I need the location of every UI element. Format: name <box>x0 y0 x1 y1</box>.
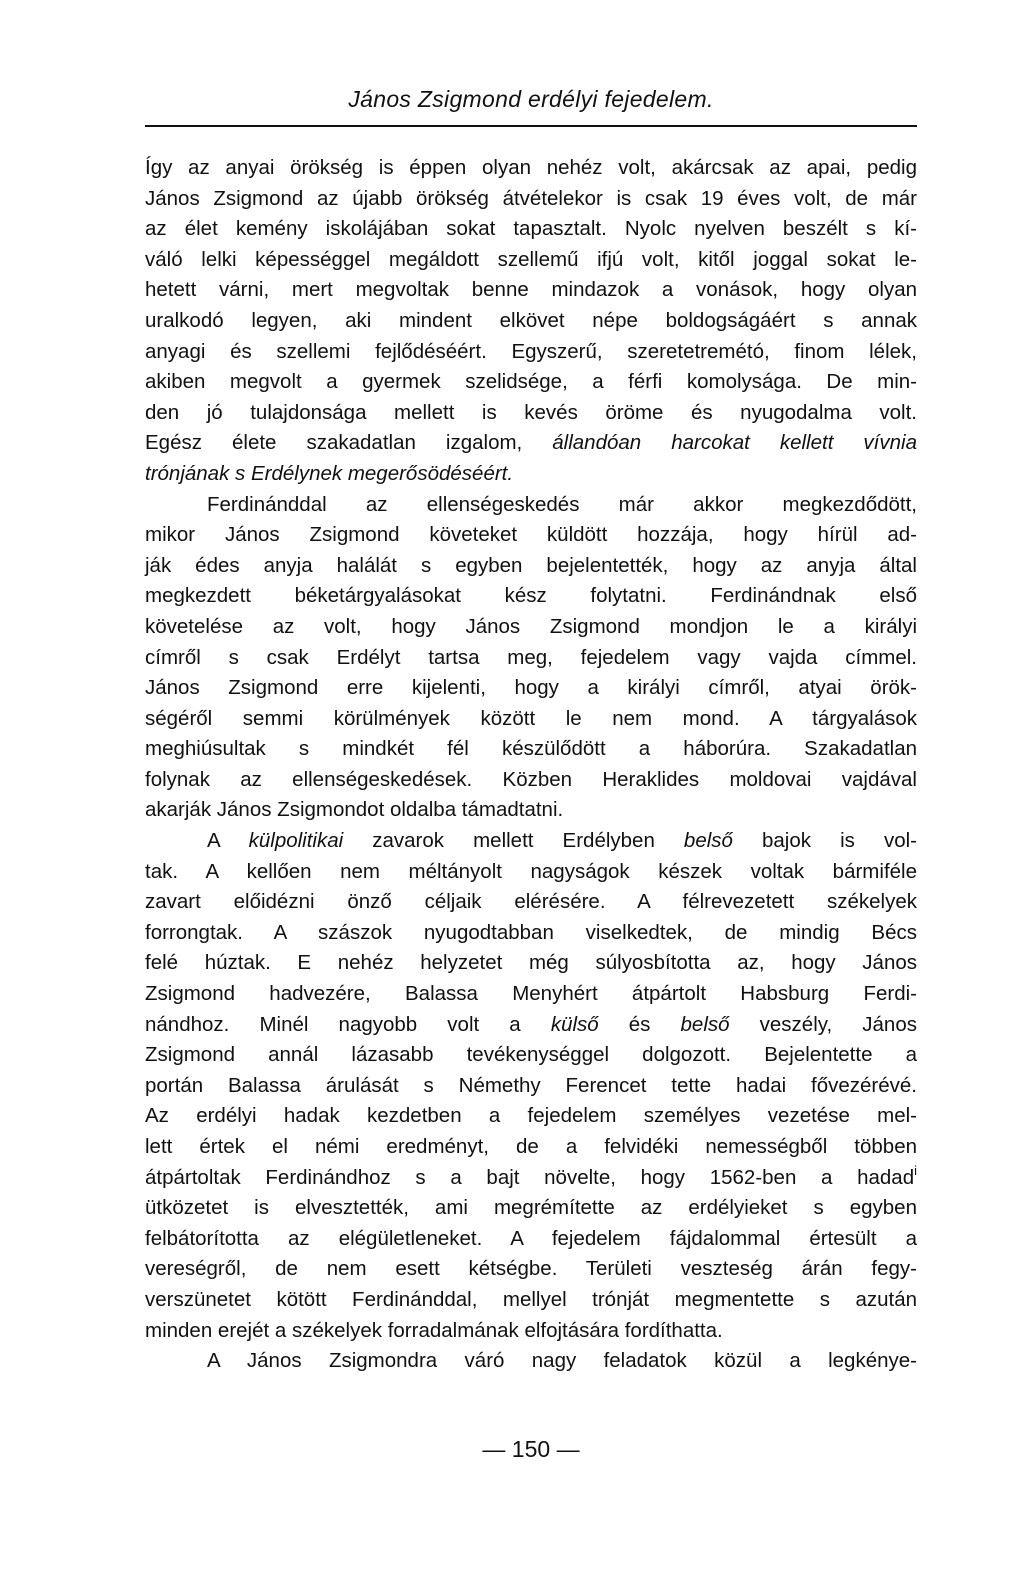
text-line <box>145 1101 917 1132</box>
running-header: János Zsigmond erdélyi fejedelem. <box>348 86 714 112</box>
line-text: tak. A kellően nem méltányolt nagyságok készek voltak bármiféle <box>145 859 917 883</box>
text-line <box>145 857 917 888</box>
text-line <box>145 184 917 215</box>
line-text: zavarok mellett Erdélyben <box>343 829 684 853</box>
text-line <box>145 490 917 521</box>
header-rule <box>145 125 917 127</box>
text-line <box>145 275 917 306</box>
text-line <box>145 826 917 857</box>
line-text: címről s csak Erdélyt tartsa meg, fejedelem vagy vajda címmel. <box>145 645 917 669</box>
line-text: János Zsigmond az újabb örökség átvételekor is csak 19 éves volt, de már <box>145 186 917 210</box>
text-line <box>145 887 917 918</box>
line-text: váló lelki képességgel megáldott szellemű ifjú volt, kitől joggal sokat le- <box>145 247 917 271</box>
text-line <box>145 398 917 429</box>
line-text: verszünetet kötött Ferdinánddal, mellyel trónját megmentette s azután <box>145 1287 917 1311</box>
line-text: akiben megvolt a gyermek szelidsége, a férfi komolysága. De min- <box>145 370 917 394</box>
line-text: ségéről semmi körülmények között le nem mond. A tárgyalások <box>145 706 917 730</box>
text-line <box>145 948 917 979</box>
text-line <box>145 245 917 276</box>
text-line <box>145 643 917 674</box>
line-text: vereségről, de nem esett kétségbe. Területi veszteség árán fegy- <box>145 1257 917 1281</box>
line-text: den jó tulajdonsága mellett is kevés öröme és nyugodalma volt. <box>145 400 917 424</box>
text-line <box>145 1346 917 1377</box>
text-line <box>145 795 917 826</box>
line-text: és <box>598 1012 681 1036</box>
line-text: Zsigmond annál lázasabb tevékenységgel dolgozott. Bejelentette a <box>145 1043 917 1067</box>
line-text: folynak az ellenségeskedések. Közben Heraklides moldovai vajdával <box>145 767 917 791</box>
line-text: uralkodó legyen, aki mindent elkövet népe boldogságáért s annak <box>145 308 917 332</box>
italic-text: állandóan harcokat kellett vívnia <box>552 431 917 455</box>
text-line <box>145 214 917 245</box>
line-text: megkezdett béketárgyalásokat kész folytatni. Ferdinándnak első <box>145 584 917 608</box>
text-line <box>145 1224 917 1255</box>
text-line <box>145 612 917 643</box>
line-text: meghiúsultak s mindkét fél készülődött a háborúra. Szakadatlan <box>145 737 917 761</box>
text-line <box>145 337 917 368</box>
italic-text: külpolitikai <box>248 829 344 853</box>
line-text: átpártoltak Ferdinándhoz s a bajt növelte, hogy 1562-ben a hadad <box>145 1165 915 1189</box>
italic-text: külső <box>550 1012 599 1036</box>
line-text: követelése az volt, hogy János Zsigmond mondjon le a királyi <box>145 614 917 638</box>
text-line <box>145 1316 917 1347</box>
text-line <box>145 1010 917 1041</box>
text-line <box>145 1193 917 1224</box>
line-text: portán Balassa árulását s Némethy Ferencet tette hadai fővezérévé. <box>145 1073 917 1097</box>
page-number: — 150 — <box>482 1436 580 1462</box>
text-line <box>145 1163 917 1194</box>
line-text: felé húztak. E nehéz helyzetet még súlyosbította az, hogy János <box>145 951 917 975</box>
line-text: A <box>207 829 249 853</box>
line-text: Ferdinánddal az ellenségeskedés már akkor megkezdődött, <box>207 492 917 516</box>
italic-text: belső <box>683 829 733 853</box>
text-line <box>145 581 917 612</box>
text-line <box>145 704 917 735</box>
line-text: mikor János Zsigmond követeket küldött hozzája, hogy hírül ad- <box>145 523 917 547</box>
text-line <box>145 979 917 1010</box>
text-line <box>145 459 917 490</box>
line-text: bajok is vol- <box>732 829 917 853</box>
text-line <box>145 1071 917 1102</box>
text-line <box>145 153 917 184</box>
text-line <box>145 520 917 551</box>
text-line <box>145 918 917 949</box>
line-text: Így az anyai örökség is éppen olyan nehéz volt, akárcsak az apai, pedig <box>145 156 917 179</box>
text-line <box>145 734 917 765</box>
text-line <box>145 1285 917 1316</box>
text-line <box>145 1132 917 1163</box>
superscript-mark: i <box>914 1162 917 1178</box>
text-line <box>145 551 917 582</box>
text-line <box>145 428 917 459</box>
line-text: A János Zsigmondra váró nagy feladatok közül a legkénye- <box>207 1349 917 1373</box>
line-text: az élet kemény iskolájában sokat tapasztalt. Nyolc nyelven beszélt s kí- <box>145 217 917 241</box>
line-text: Egész élete szakadatlan izgalom, <box>145 431 553 455</box>
text-line <box>145 673 917 704</box>
line-text: János Zsigmond erre kijelenti, hogy a királyi címről, atyai örök- <box>145 676 917 700</box>
text-line <box>145 306 917 337</box>
line-text: minden erejét a székelyek forradalmának elfojtására fordíthatta. <box>145 1318 723 1342</box>
line-text: Az erdélyi hadak kezdetben a fejedelem személyes vezetése mel- <box>145 1104 917 1128</box>
line-text: nándhoz. Minél nagyobb volt a <box>145 1012 551 1036</box>
line-text: forrongtak. A szászok nyugodtabban viselkedtek, de mindig Bécs <box>145 920 917 944</box>
italic-text: belső <box>680 1012 730 1036</box>
line-text: veszély, János <box>729 1012 917 1036</box>
text-line <box>145 1040 917 1071</box>
line-text: akarják János Zsigmondot oldalba támadtatni. <box>145 798 564 822</box>
text-line <box>145 1254 917 1285</box>
text-line <box>145 765 917 796</box>
line-text: ütközetet is elvesztették, ami megrémítette az erdélyieket s egyben <box>145 1196 917 1220</box>
line-text: Zsigmond hadvezére, Balassa Menyhért átpártolt Habsburg Ferdi- <box>145 982 917 1006</box>
line-text: anyagi és szellemi fejlődéséért. Egyszerű, szeretetremétó, finom lélek, <box>145 339 917 363</box>
line-text: ják édes anyja halálát s egyben bejelentették, hogy az anyja által <box>145 553 917 577</box>
line-text: lett értek el némi eredményt, de a felvidéki nemességből többen <box>145 1135 917 1158</box>
line-text: felbátorította az elégületleneket. A fejedelem fájdalommal értesült a <box>145 1226 917 1250</box>
italic-text: trónjának s Erdélynek megerősödéséért. <box>145 461 514 485</box>
line-text: zavart előidézni önző céljaik elérésére. A félrevezetett székelyek <box>145 890 917 914</box>
body-text <box>145 153 917 1377</box>
line-text: hetett várni, mert megvoltak benne mindazok a vonások, hogy olyan <box>145 278 917 302</box>
text-line <box>145 367 917 398</box>
